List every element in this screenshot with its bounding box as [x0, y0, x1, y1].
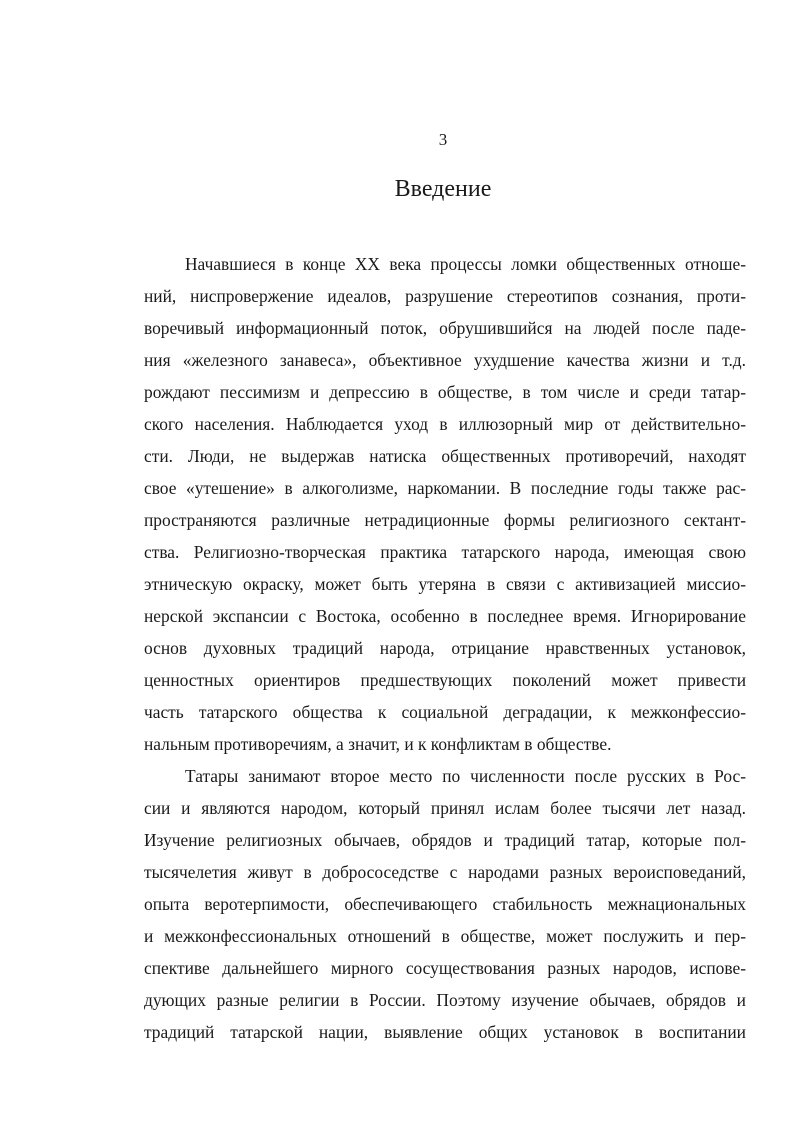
section-heading: Введение	[394, 176, 492, 202]
text-line: ства. Религиозно-творческая практика татарского народа, имеющая свою	[144, 542, 746, 562]
text-line: часть татарского общества к социальной деградации, к межконфессио-	[144, 702, 746, 722]
text-line: опыта веротерпимости, обеспечивающего стабильность межнациональных	[144, 894, 746, 914]
text-line: тысячелетия живут в добрососедстве с народами разных вероисповеданий,	[144, 862, 746, 882]
text-line: ний, ниспровержение идеалов, разрушение стереотипов сознания, проти-	[144, 286, 746, 306]
text-line: воречивый информационный поток, обрушившийся на людей после паде-	[144, 318, 746, 338]
page-number: 3	[438, 130, 448, 149]
text-line: ценностных ориентиров предшествующих поколений может привести	[144, 670, 746, 690]
text-line: пространяются различные нетрадиционные формы религиозного сектант-	[144, 510, 746, 530]
text-line: Татары занимают второе место по численности после русских в Рос-	[185, 766, 746, 786]
paragraph-2	[144, 760, 746, 1048]
text-line: нерской экспансии с Востока, особенно в последнее время. Игнорирование	[144, 606, 746, 626]
text-line: сти. Люди, не выдержав натиска общественных противоречий, находят	[144, 446, 746, 466]
text-line: спективе дальнейшего мирного сосуществования разных народов, испове-	[144, 958, 746, 978]
text-line: дующих разные религии в России. Поэтому изучение обычаев, обрядов и	[144, 990, 746, 1010]
text-line: основ духовных традиций народа, отрицание нравственных установок,	[144, 638, 746, 658]
text-line: традиций татарской нации, выявление общих установок в воспитании	[144, 1022, 746, 1042]
text-line: Изучение религиозных обычаев, обрядов и традиций татар, которые пол-	[144, 830, 746, 850]
paragraph-1	[144, 248, 746, 760]
text-line: ского населения. Наблюдается уход в иллюзорный мир от действительно-	[144, 414, 746, 434]
body-text	[144, 248, 746, 1048]
text-line: свое «утешение» в алкоголизме, наркомании. В последние годы также рас-	[144, 478, 746, 498]
text-line: этническую окраску, может быть утеряна в связи с активизацией миссио-	[144, 574, 746, 594]
text-line: и межконфессиональных отношений в обществе, может послужить и пер-	[144, 926, 746, 946]
text-line: рождают пессимизм и депрессию в обществе, в том числе и среди татар-	[144, 382, 746, 402]
text-line: Начавшиеся в конце XX века процессы ломки общественных отноше-	[185, 254, 746, 274]
text-line: сии и являются народом, который принял ислам более тысячи лет назад.	[144, 798, 746, 818]
text-line: ния «железного занавеса», объективное ухудшение качества жизни и т.д.	[144, 350, 746, 370]
text-line: нальным противоречиям, а значит, и к конфликтам в обществе.	[144, 734, 612, 754]
